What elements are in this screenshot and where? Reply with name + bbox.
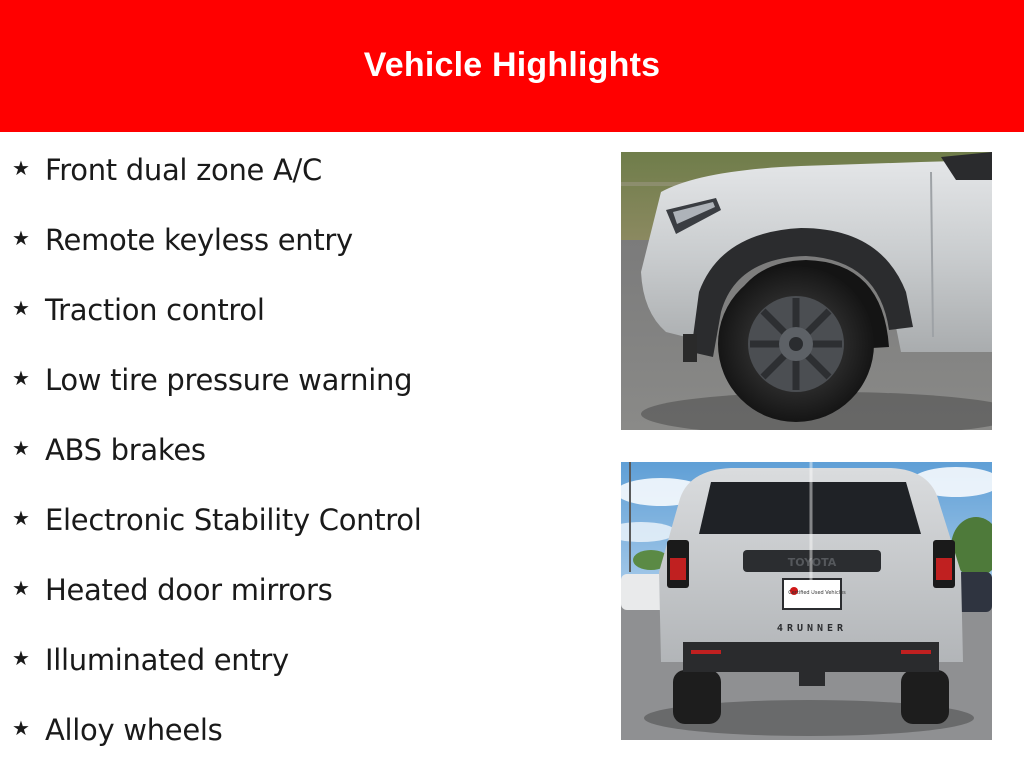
page-title: Vehicle Highlights (363, 46, 661, 84)
feature-label: Heated door mirrors (45, 573, 333, 607)
star-icon: ★ (12, 436, 30, 460)
feature-item (10, 485, 600, 555)
feature-list (10, 135, 600, 765)
feature-label: Traction control (45, 293, 265, 327)
feature-label: Front dual zone A/C (45, 153, 322, 187)
feature-label: Electronic Stability Control (45, 503, 422, 537)
star-icon: ★ (12, 156, 30, 180)
feature-item (10, 135, 600, 205)
vehicle-photo-front-wheel (621, 152, 992, 430)
header-banner (0, 0, 1024, 132)
feature-item (10, 625, 600, 695)
feature-label: Remote keyless entry (45, 223, 353, 257)
plate-text: Certified Used Vehicles (788, 590, 846, 596)
star-icon: ★ (12, 506, 30, 530)
feature-item (10, 205, 600, 275)
vehicle-photo-rear (621, 462, 992, 740)
feature-label: ABS brakes (45, 433, 206, 467)
star-icon: ★ (12, 296, 30, 320)
feature-item (10, 275, 600, 345)
feature-item (10, 695, 600, 765)
feature-item (10, 555, 600, 625)
star-icon: ★ (12, 226, 30, 250)
badge-text: TOYOTA (787, 556, 837, 569)
star-icon: ★ (12, 366, 30, 390)
star-icon: ★ (12, 646, 30, 670)
feature-item (10, 415, 600, 485)
model-badge-text: 4RUNNER (776, 623, 848, 634)
feature-item (10, 345, 600, 415)
feature-label: Low tire pressure warning (45, 363, 413, 397)
feature-label: Alloy wheels (45, 713, 223, 747)
star-icon: ★ (12, 576, 30, 600)
feature-label: Illuminated entry (45, 643, 289, 677)
star-icon: ★ (12, 716, 30, 740)
